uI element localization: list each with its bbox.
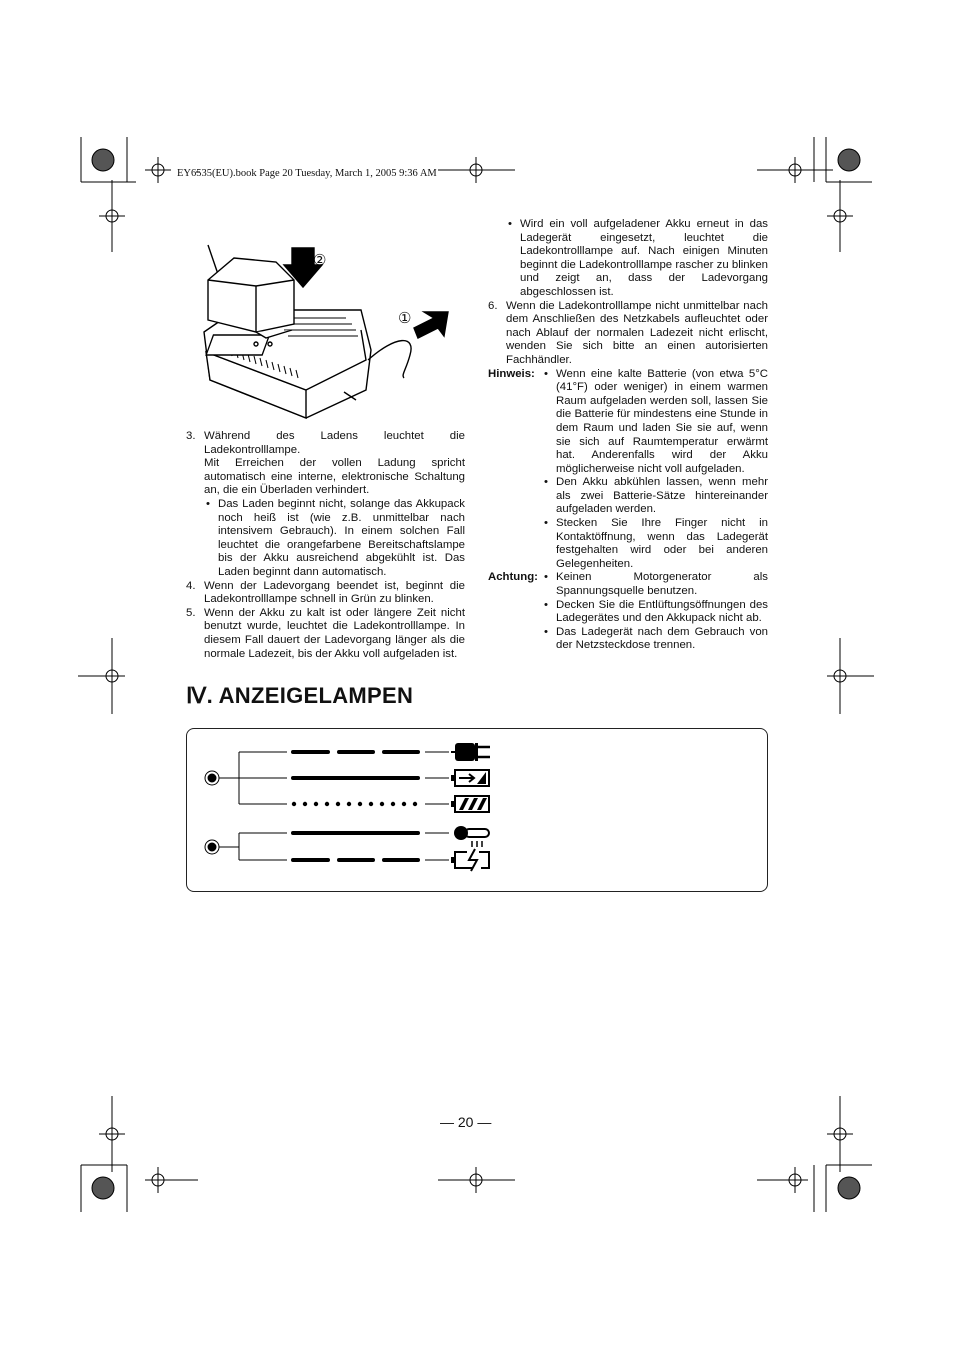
list-item-6: 6. Wenn die Ladekontrolllampe nicht unmittelbar nach dem Anschließen des Netzkabels aufleuchtet oder nach Ablauf der normalen Ladezeit nicht erlischt, wenden Sie sich bitte an einen autorisierten Fachhändler. (488, 299, 768, 366)
list-item-5: 5. Wenn der Akku zu kalt ist oder längere Zeit nicht benutzt wurde, leuchtet die Ladekontrolllampe. In diesem Fall dauert der Ladevorgang länger als die normale Ladezeit, bis der Akku voll aufgeladen ist. (186, 606, 465, 660)
list-bullet: • Das Ladegerät nach dem Gebrauch von der Netzsteckdose trennen. (542, 626, 768, 653)
list-bullet: • Stecken Sie Ihre Finger nicht in Kontaktöffnung, wenn das Ladegerät festgehalten wird oder bei anderen Gelegenheiten. (542, 517, 768, 571)
list-bullet: • Wird ein voll aufgeladener Akku erneut in das Ladegerät eingesetzt, leuchtet die Ladekontrolllampe auf. Nach einigen Minuten beginnt die Ladekontrolllampe rascher zu blinken und zeigt an, dass der Ladevorgang abgeschlossen ist. (506, 218, 768, 300)
marker-1: ① (398, 310, 412, 327)
hinweis-label: Hinweis: (488, 367, 535, 380)
charger-illustration (196, 240, 466, 430)
indicator-pattern (292, 802, 417, 806)
indicator-lamps-box (186, 728, 768, 892)
list-item-3: 3. Während des Ladens leuchtet die Ladekontrolllampe. Mit Erreichen der vollen Ladung spricht automatisch eine interne, elektronische Schaltung an, die ein Überladen verhindert. • Das Laden beginnt nicht, solange das Akkupack noch heiß ist (wie z.B. unmittelbar nach intensivem Gebrauch). In einem solchen Fall leuchtet die orangefarbene Bereitschaftslampe bis der Akku ausreichend abgekühlt ist. Das Laden beginnt dann automatisch. (186, 430, 465, 580)
list-bullet: • Den Akku abkühlen lassen, wenn mehr als zwei Batterie-Sätze hintereinander aufgeladen werden. (542, 476, 768, 517)
right-column (488, 218, 768, 653)
left-column (186, 430, 465, 661)
list-item-4: 4. Wenn der Ladevorgang beendet ist, beginnt die Ladekontrolllampe schnell in Grün zu blinken. (186, 579, 465, 606)
list-bullet: • Das Laden beginnt nicht, solange das Akkupack noch heiß ist (wie z.B. unmittelbar nach intensivem Gebrauch). In einem solchen Fall leuchtet die orangefarbene Bereitschaftslampe bis der Akku ausreichend abgekühlt ist. Das Laden beginnt dann automatisch. (204, 498, 465, 580)
full-battery-icon (451, 796, 489, 812)
list-bullet: • Decken Sie die Entlüftungsöffnungen des Ladegerätes und den Akkupack nicht ab. (542, 599, 768, 626)
hinweis-block (488, 368, 768, 572)
achtung-label: Achtung: (488, 571, 538, 584)
battery-fault-icon (451, 849, 489, 871)
list-bullet: • Wenn eine kalte Batterie (von etwa 5°C (41°F) oder weniger) in einem warmen Raum aufgeladen werden soll, lassen Sie die Batterie für mindestens eine Stunde in dem Raum und laden Sie sie auf, wenn sie sich auf Raumtemperatur erwärmt hat. Anderenfalls wird der Akku möglicherweise nicht voll aufgeladen. (542, 368, 768, 477)
indicator-lamps-diagram (187, 729, 767, 891)
page-number: — 20 — (440, 1114, 492, 1130)
page-header: EY6535(EU).book Page 20 Tuesday, March 1, 2005 9:36 AM (177, 168, 437, 179)
marker-2: ② (313, 252, 327, 269)
charging-battery-icon (451, 770, 489, 786)
plug-icon (451, 743, 490, 761)
thermometer-icon (454, 826, 489, 847)
achtung-block (488, 571, 768, 653)
list-bullet: • Keinen Motorgenerator als Spannungsquelle benutzen. (542, 571, 768, 598)
section-title: Ⅳ. ANZEIGELAMPEN (186, 683, 414, 708)
